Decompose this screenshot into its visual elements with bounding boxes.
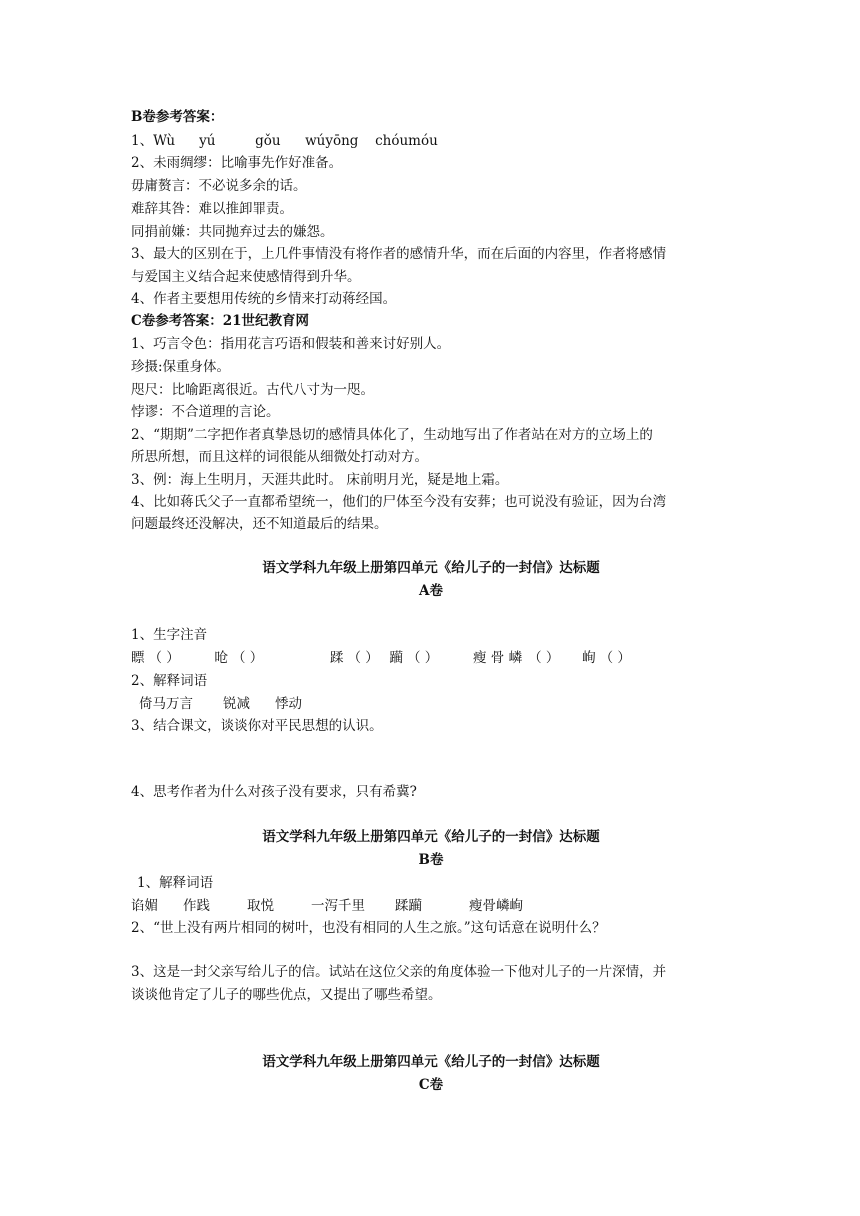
test-c-subheading: C卷 — [418, 1077, 444, 1093]
b-answer-3: 3、最大的区别在于，上几件事情没有将作者的感情升华，而在后面的内容里，作者将感情 — [131, 246, 667, 262]
c-answer-4: 4、比如蒋氏父子一直都希望统一，他们的尸体至今没有安葬；也可说没有验证，因为台湾 — [131, 494, 667, 510]
c-answer-1: 1、巧言令色：指用花言巧语和假装和善来讨好别人。 — [131, 336, 451, 352]
vocab-word: 谄媚 — [131, 898, 158, 914]
test-b-q3-cont: 谈谈他肯定了儿子的哪些优点，又提出了哪些希望。 — [131, 987, 442, 1003]
test-a-q3: 3、结合课文，谈谈你对平民思想的认识。 — [131, 718, 383, 734]
answer-number: 1、 — [131, 133, 154, 149]
vocab-word: 瘦骨嶙峋 — [469, 898, 523, 914]
b-answer-4: 4、作者主要想用传统的乡情来打动蒋经国。 — [131, 291, 397, 307]
answer-blank: （ ） — [232, 650, 264, 666]
c-answer-4-cont: 问题最终还没解决，还不知道最后的结果。 — [131, 516, 388, 532]
b-answer-2: 2、未雨绸缪：比喻事先作好准备。 — [131, 155, 343, 171]
b-answer-3-cont: 与爱国主义结合起来使感情得到升华。 — [131, 269, 361, 285]
c-answer-1d: 悖谬：不合道理的言论。 — [131, 404, 280, 420]
pinyin: gǒu — [255, 133, 281, 149]
test-b-q3: 3、这是一封父亲写给儿子的信。试站在这位父亲的角度体验一下他对儿子的一片深情，并 — [131, 964, 667, 980]
b-answer-2b: 毋庸赘言：不必说多余的话。 — [131, 178, 307, 194]
char: 呛 — [214, 650, 228, 666]
test-c-heading: 语文学科九年级上册第四单元《给儿子的一封信》达标题 — [262, 1054, 600, 1070]
answer-blank: （ ） — [528, 650, 560, 666]
vocab-word: 取悦 — [247, 898, 274, 914]
c-answer-2: 2、“期期”二字把作者真挚恳切的感情具体化了，生动地写出了作者站在对方的立场上的 — [131, 427, 653, 443]
pinyin: Wù — [153, 133, 176, 149]
c-answer-3: 3、例：海上生明月，天涯共此时。 床前明月光，疑是地上霜。 — [131, 472, 509, 488]
vocab-word: 作践 — [183, 898, 210, 914]
answer-blank: （ ） — [599, 650, 631, 666]
c-answer-1b: 珍摄:保重身体。 — [131, 359, 231, 375]
vocab-word: 悸动 — [275, 696, 302, 712]
b-answers-title: B卷参考答案： — [131, 109, 224, 125]
answer-blank: （ ） — [347, 650, 379, 666]
b-answer-1-pinyin — [131, 130, 438, 152]
test-a-heading: 语文学科九年级上册第四单元《给儿子的一封信》达标题 — [262, 560, 600, 576]
vocab-word: 一泻千里 — [311, 898, 365, 914]
vocab-word: 蹂躏 — [395, 898, 422, 914]
char: 躏 — [389, 650, 403, 666]
pinyin: wúyōng — [305, 133, 359, 149]
test-b-q2: 2、“世上没有两片相同的树叶，也没有相同的人生之旅。”这句话意在说明什么？ — [131, 920, 606, 936]
test-a-subheading: A卷 — [419, 583, 443, 599]
test-b-subheading: B卷 — [418, 852, 444, 868]
test-b-word-row — [131, 895, 523, 917]
char: 瘦 骨 嶙 — [473, 650, 523, 666]
pinyin: yú — [199, 133, 216, 149]
c-answer-1c: 咫尺：比喻距离很近。古代八寸为一咫。 — [131, 382, 374, 398]
test-a-q2: 2、解释词语 — [131, 673, 208, 689]
b-answer-2c: 难辞其咎：难以推卸罪责。 — [131, 201, 293, 217]
char: 蹂 — [330, 650, 344, 666]
c-answers-title: C卷参考答案：21世纪教育网 — [131, 313, 310, 329]
test-a-word-row — [139, 693, 302, 715]
vocab-word: 锐减 — [223, 696, 250, 712]
answer-blank: （ ） — [148, 650, 180, 666]
test-a-q4: 4、思考作者为什么对孩子没有要求，只有希冀? — [131, 784, 417, 800]
c-answer-2-cont: 所思所想，而且这样的词很能从细微处打动对方。 — [131, 449, 428, 465]
test-b-q1: 1、解释词语 — [137, 875, 214, 891]
pinyin: chóumóu — [375, 133, 438, 149]
vocab-word: 倚马万言 — [139, 696, 193, 712]
b-answer-2d: 同捐前嫌：共同抛弃过去的嫌怨。 — [131, 224, 334, 240]
test-b-heading: 语文学科九年级上册第四单元《给儿子的一封信》达标题 — [262, 829, 600, 845]
char: 瞟 — [131, 650, 145, 666]
answer-blank: （ ） — [407, 650, 439, 666]
test-a-q1: 1、生字注音 — [131, 627, 208, 643]
char: 峋 — [582, 650, 596, 666]
test-a-char-row — [131, 647, 631, 669]
